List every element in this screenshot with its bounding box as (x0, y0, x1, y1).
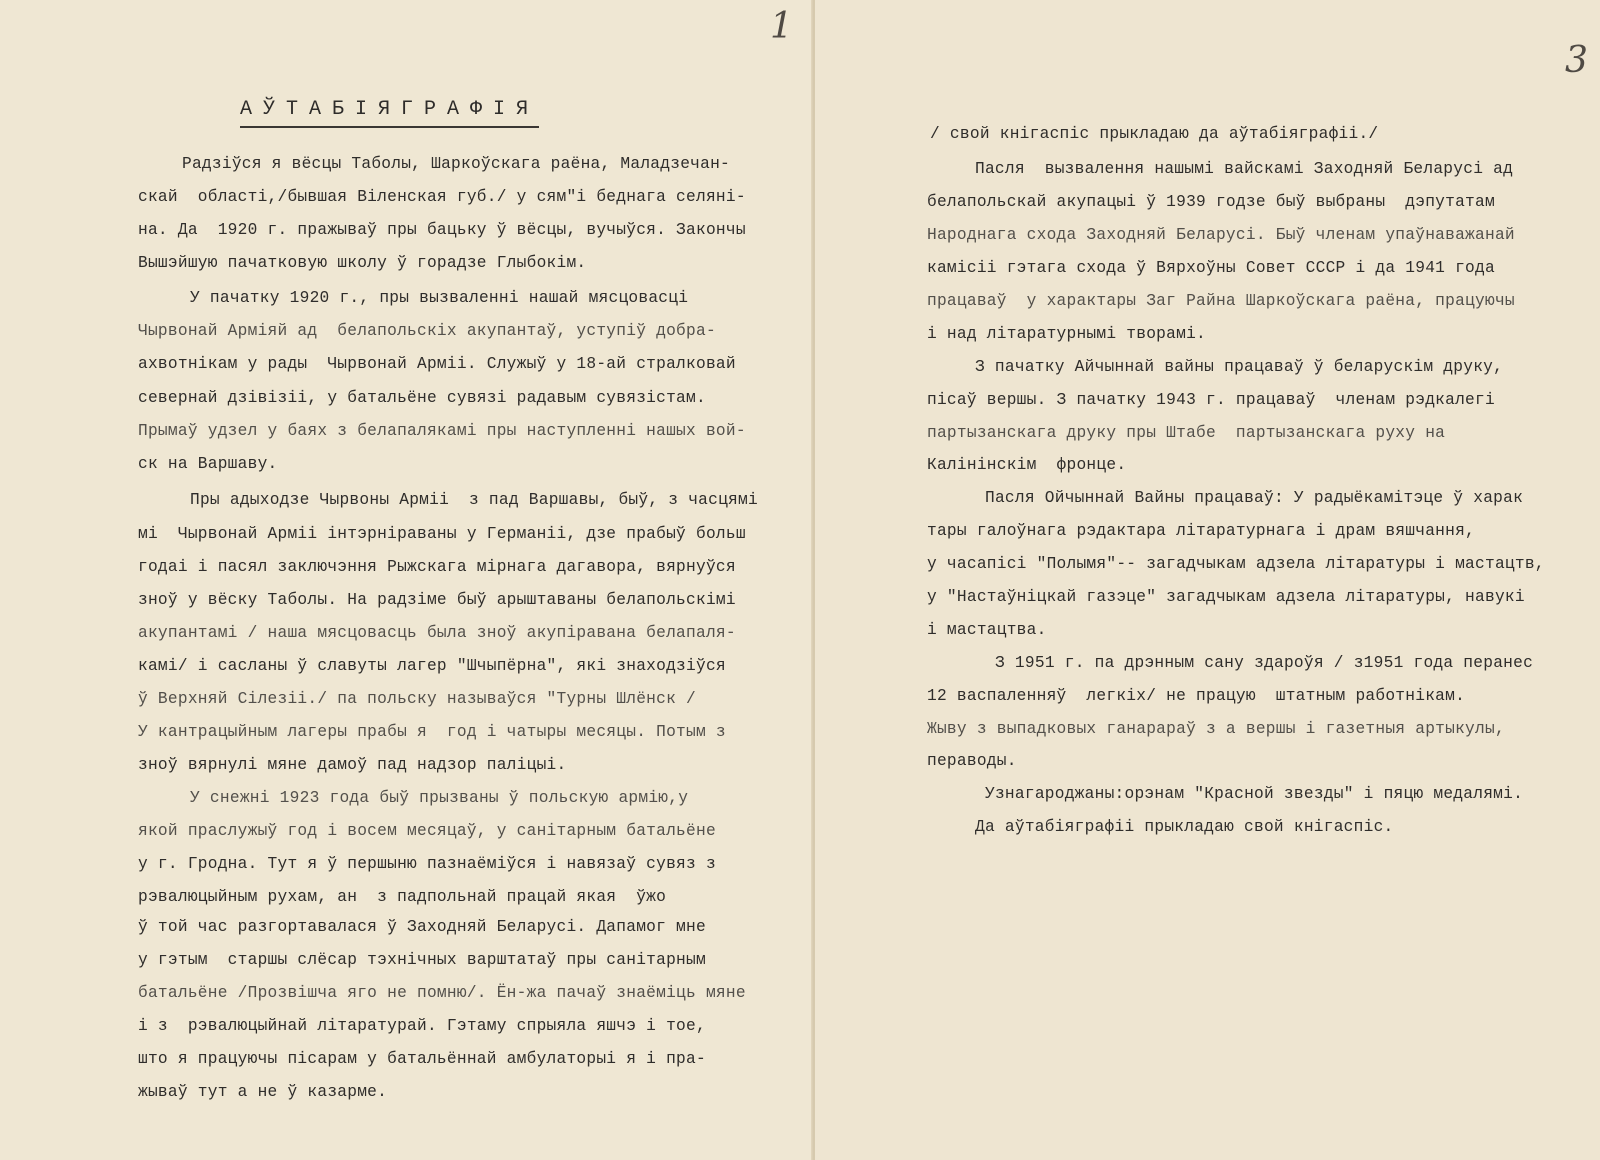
text-line: Узнагароджаны:орэнам "Красной звезды" і пяцю медалямі. (985, 785, 1524, 803)
page-number-left: 1 (770, 6, 793, 47)
text-line: на. Да 1920 г. пражываў пры бацьку ў вёсцы, вучыўся. Закончы (138, 221, 746, 239)
text-line: батальёне /Прозвішча яго не помню/. Ён-жа пачаў знаёміць мяне (138, 984, 746, 1002)
text-line: Калінінскім фронце. (927, 456, 1127, 474)
text-line: і з рэвалюцыйнай літаратурай. Гэтаму спрыяла яшчэ і тое, (138, 1017, 706, 1035)
text-line: скай області,/бывшая Віленская губ./ у сям"і беднага селяні- (138, 188, 746, 206)
text-line: У кантрацыйным лагеры прабы я год і чатыры месяцы. Потым з (138, 723, 726, 741)
text-line: зноў вярнулі мяне дамоў пад надзор паліцыі. (138, 756, 567, 774)
text-line: у "Настаўніцкай газэце" загадчыкам адзела літаратуры, навукі (927, 588, 1525, 606)
text-line: камісіі гэтага схода ў Вярхоўны Совет СССР і да 1941 года (927, 259, 1495, 277)
text-line: Радзіўся я вёсцы Таболы, Шаркоўскага раёна, Маладзечан- (182, 155, 731, 173)
text-line: што я працуючы пісарам у батальённай амбулаторыі я і пра- (138, 1050, 706, 1068)
text-line: / свой кнігаспіс прыкладаю да аўтабіяграфіі./ (930, 125, 1379, 143)
text-line: працаваў у характары Заг Райна Шаркоўскага раёна, працуючы (927, 292, 1515, 310)
text-line: і мастацтва. (927, 621, 1047, 639)
text-line: Прымаў удзел у баях з белапалякамі пры наступленні нашых вой- (138, 422, 746, 440)
text-line: Чырвонай Арміяй ад белапольскіх акупантаў, уступіў добра- (138, 322, 716, 340)
text-line: Пасля Ойчыннай Вайны працаваў: У радыёкамітэце ў харак (985, 489, 1524, 507)
text-line: у г. Гродна. Тут я ў першыню пазнаёміўся і навязаў сувяз з (138, 855, 716, 873)
text-line: Народнага схода Заходняй Беларусі. Быў членам упаўнаважанай (927, 226, 1515, 244)
text-line: Да аўтабіяграфіі прыкладаю свой кнігаспіс. (975, 818, 1394, 836)
text-line: пісаў вершы. З пачатку 1943 г. працаваў членам рэдкалегі (927, 391, 1495, 409)
text-line: Вышэйшую пачатковую школу ў горадзе Глыбокім. (138, 254, 587, 272)
text-line: Пры адыходзе Чырвоны Арміі з пад Варшавы, быў, з часцямі (190, 491, 758, 509)
text-line: годаі і пасял заключэння Рыжскага мірнага дагавора, вярнуўся (138, 558, 736, 576)
text-line: у гэтым старшы слёсар тэхнічных варштатаў пры санітарным (138, 951, 706, 969)
text-line: З пачатку Айчыннай вайны працаваў ў беларускім друку, (975, 358, 1504, 376)
text-line: ск на Варшаву. (138, 455, 278, 473)
text-line: рэвалюцыйным рухам, ан з падпольнай працай якая ўжо (138, 888, 667, 906)
text-line: З 1951 г. па дрэнным сану здароўя / з1951 года перанес (995, 654, 1534, 672)
document-title: АЎТАБІЯГРАФІЯ (240, 98, 539, 128)
text-line: белапольскай акупацыі ў 1939 годзе быў выбраны дэпутатам (927, 193, 1495, 211)
text-line: зноў у вёску Таболы. На радзіме быў арыштаваны белапольскімі (138, 591, 736, 609)
text-line: Пасля вызвалення нашымі вайскамі Заходняй Беларусі ад (975, 160, 1514, 178)
text-line: ў Верхняй Сілезіі./ па польску называўся "Турны Шлёнск / (138, 690, 696, 708)
text-line: Жыву з выпадковых ганарараў з а вершы і газетныя артыкулы, (927, 720, 1505, 738)
text-line: жываў тут а не ў казарме. (138, 1083, 388, 1101)
text-line: 12 васпаленняў легкіх/ не працую штатным работнікам. (927, 687, 1466, 705)
text-line: ахвотнікам у рады Чырвонай Арміі. Служыў у 18-ай стралковай (138, 355, 736, 373)
text-line: якой праслужыў год і восем месяцаў, у санітарным батальёне (138, 822, 716, 840)
text-line: мі Чырвонай Арміі інтэрніраваны у Германіі, дзе прабыў больш (138, 525, 746, 543)
text-line: і над літаратурнымі творамі. (927, 325, 1206, 343)
text-line: камі/ і сасланы ў славуты лагер "Шчыпёрна", які знаходзіўся (138, 657, 726, 675)
text-line: акупантамі / наша мясцовасць была зноў акупіравана белапаля- (138, 624, 736, 642)
right-page (815, 0, 1600, 1160)
text-line: пераводы. (927, 752, 1017, 770)
text-line: ў той час разгортавалася ў Заходняй Беларусі. Дапамог мне (138, 918, 706, 936)
text-line: у часапісі "Полымя"-- загадчыкам адзела літаратуры і мастацтв, (927, 555, 1545, 573)
text-line: У снежні 1923 года быў прызваны ў польскую армію,у (190, 789, 689, 807)
text-line: У пачатку 1920 г., пры вызваленні нашай мясцовасці (190, 289, 689, 307)
text-line: партызанскага друку пры Штабе партызанскага руху на (927, 424, 1446, 442)
page-number-right: 3 (1565, 40, 1588, 81)
text-line: тары галоўнага рэдактара літаратурнага і драм вяшчання, (927, 522, 1476, 540)
text-line: севернай дзівізіі, у батальёне сувязі радавым сувязістам. (138, 389, 706, 407)
